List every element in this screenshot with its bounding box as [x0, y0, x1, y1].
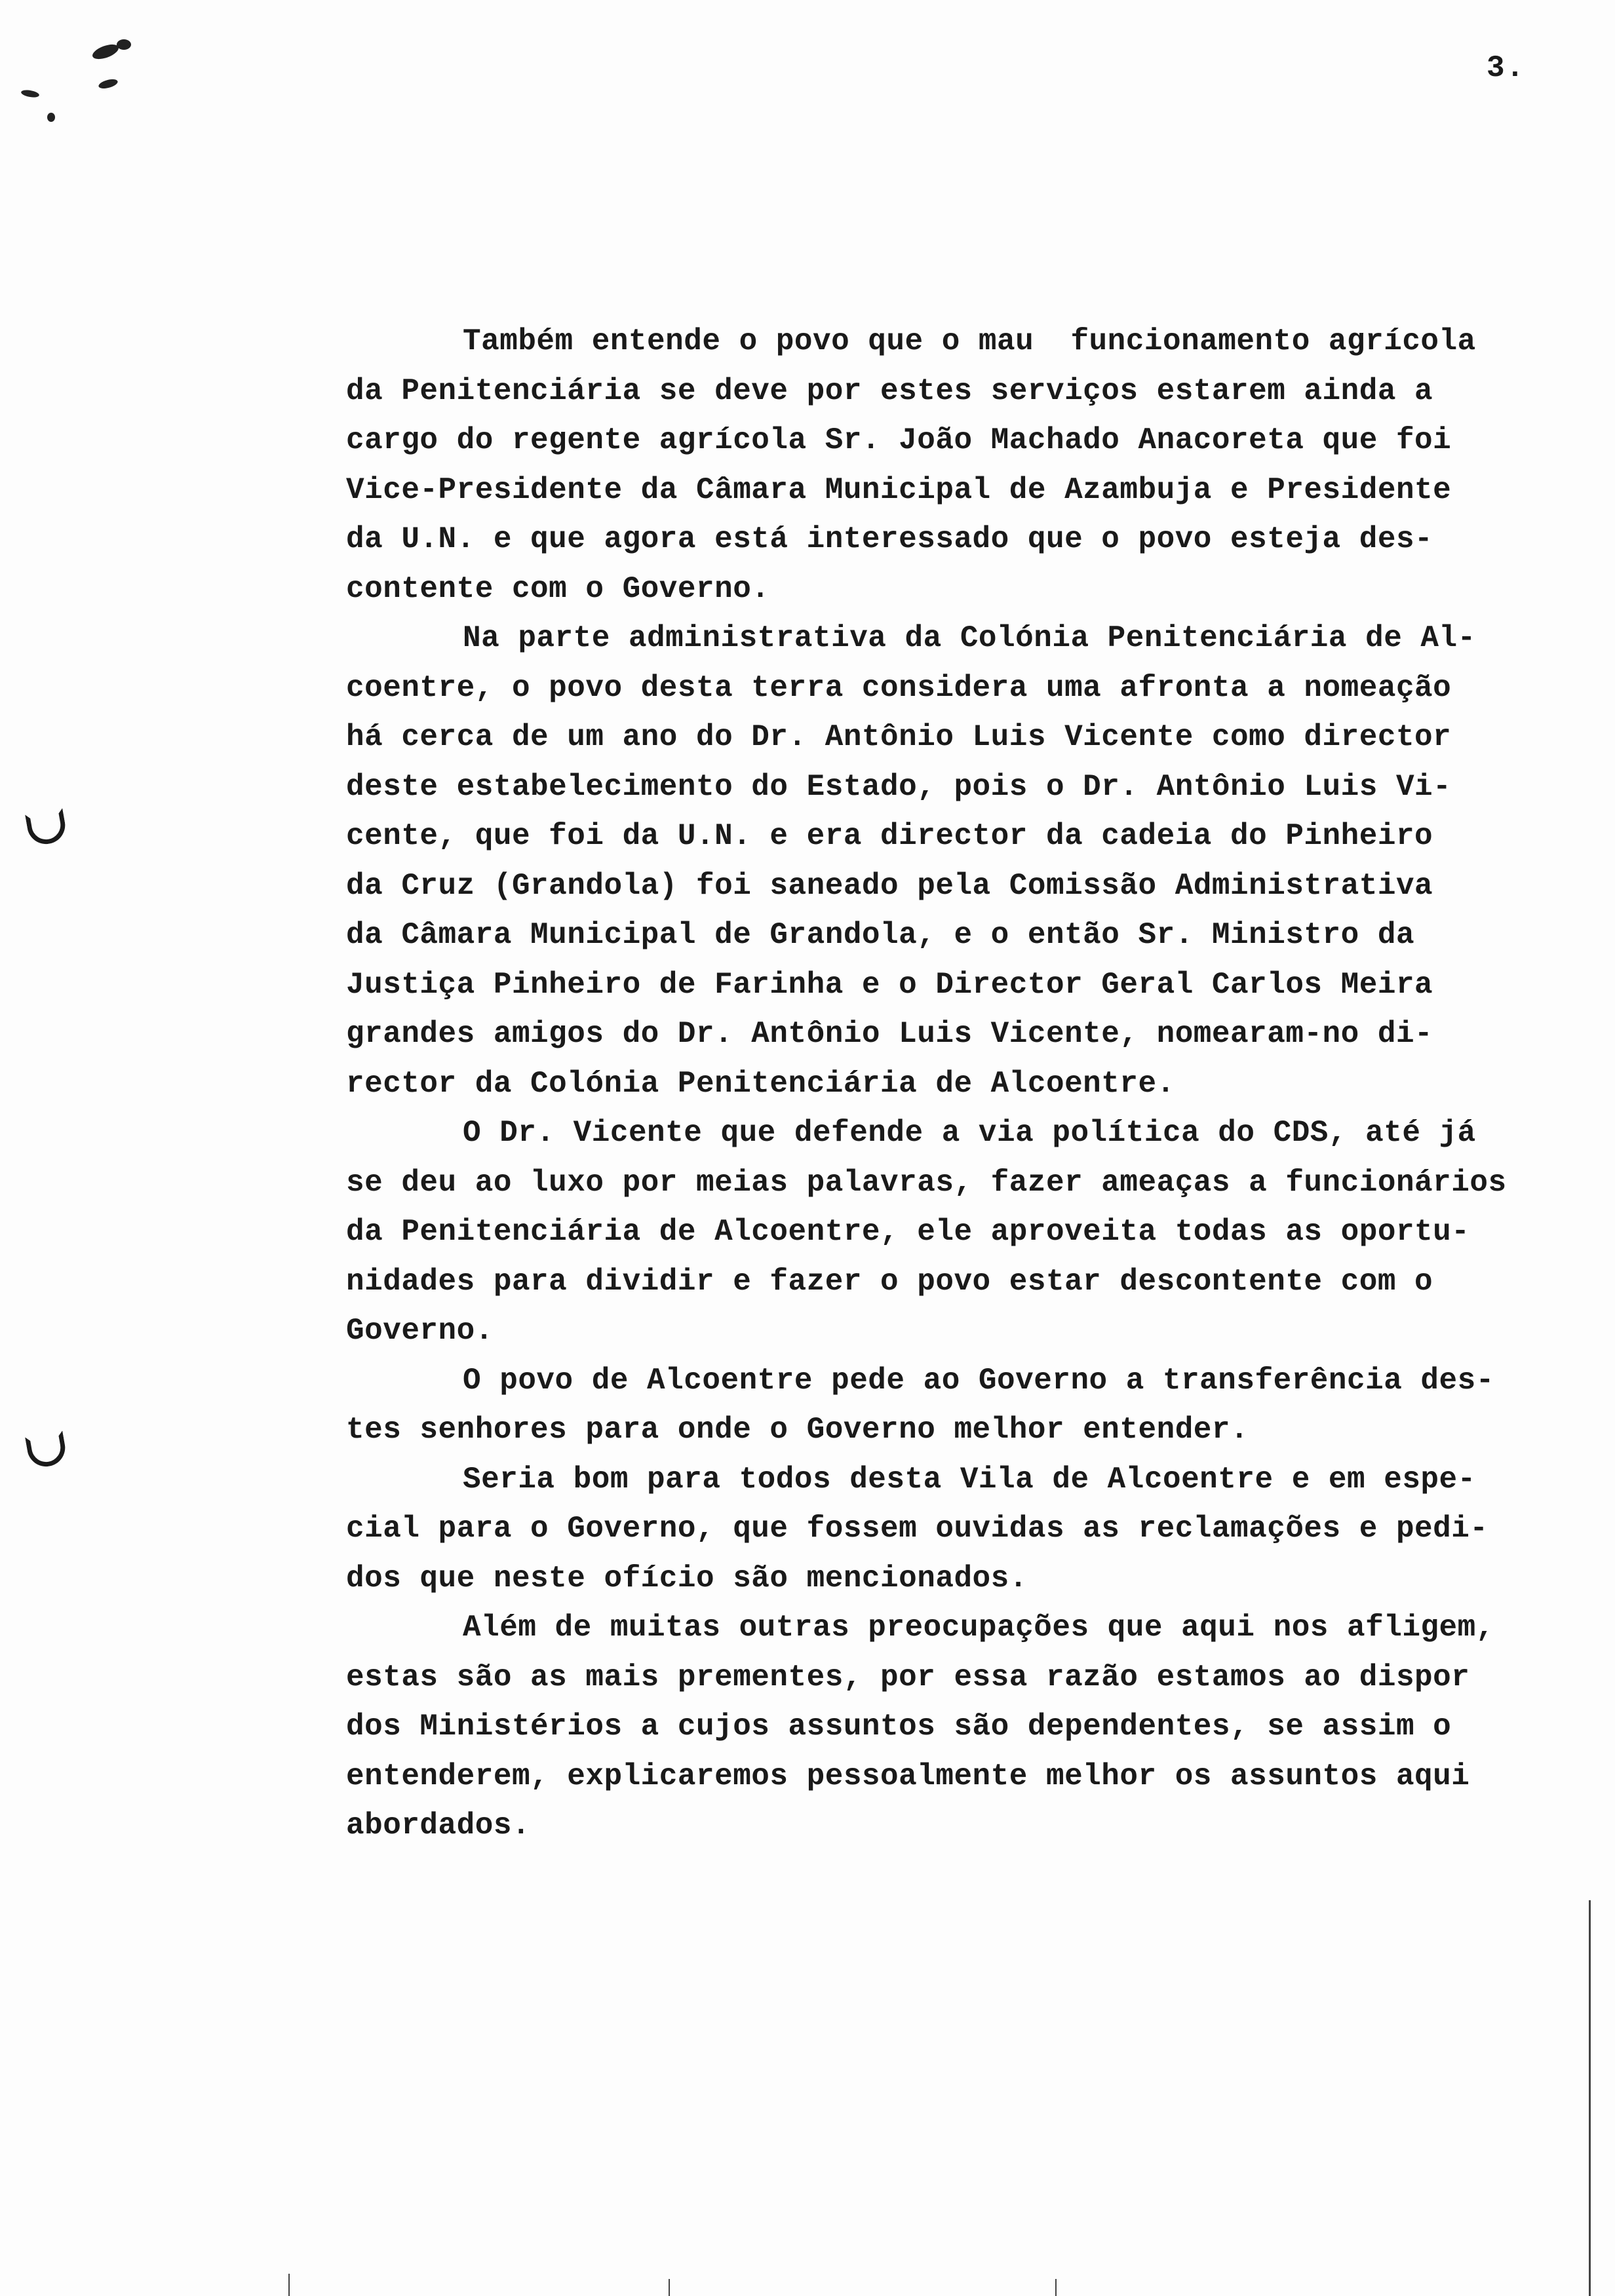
text-line: Também entende o povo que o mau funcionamento agrícola [463, 324, 1476, 358]
text-line: deste estabelecimento do Estado, pois o Dr. Antônio Luis Vi- [346, 769, 1452, 804]
letter-body [346, 317, 1565, 1851]
text-line: da Penitenciária de Alcoentre, ele aproveita todas as oportu- [346, 1215, 1470, 1249]
page-edge-mark [1055, 2279, 1057, 2296]
text-line: cente, que foi da U.N. e era director da cadeia do Pinheiro [346, 819, 1433, 853]
text-line: Vice-Presidente da Câmara Municipal de Azambuja e Presidente [346, 472, 1452, 507]
text-line: da U.N. e que agora está interessado que o povo esteja des- [346, 522, 1433, 556]
text-line: abordados. [346, 1808, 531, 1843]
ink-smudge [98, 77, 119, 90]
text-line: Além de muitas outras preocupações que aqui nos afligem, [463, 1611, 1494, 1645]
page-edge-line [1589, 1900, 1591, 2296]
text-line: contente com o Governo. [346, 571, 770, 606]
ink-smudge [90, 41, 121, 62]
text-line: O povo de Alcoentre pede ao Governo a transferência des- [463, 1363, 1494, 1398]
text-line: se deu ao luxo por meias palavras, fazer ameaças a funcionários [346, 1165, 1507, 1200]
text-line: grandes amigos do Dr. Antônio Luis Vicente, nomearam-no di- [346, 1017, 1433, 1051]
page-number: 3. [1487, 51, 1526, 85]
text-line: tes senhores para onde o Governo melhor entender. [346, 1413, 1249, 1447]
text-line: estas são as mais prementes, por essa razão estamos ao dispor [346, 1660, 1470, 1694]
ink-smudge [47, 113, 55, 122]
text-line: da Cruz (Grandola) foi saneado pela Comissão Administrativa [346, 868, 1433, 903]
ink-smudge [117, 39, 131, 50]
text-line: coentre, o povo desta terra considera uma afronta a nomeação [346, 670, 1452, 705]
punch-hole [25, 808, 68, 847]
text-line: Justiça Pinheiro de Farinha e o Director Geral Carlos Meira [346, 967, 1433, 1002]
text-line: nidades para dividir e fazer o povo estar descontente com o [346, 1264, 1433, 1299]
text-line: cial para o Governo, que fossem ouvidas as reclamações e pedi- [346, 1512, 1489, 1546]
text-line: entenderem, explicaremos pessoalmente melhor os assuntos aqui [346, 1759, 1470, 1793]
text-line: rector da Colónia Penitenciária de Alcoentre. [346, 1066, 1175, 1101]
text-line: dos Ministérios a cujos assuntos são dependentes, se assim o [346, 1710, 1452, 1744]
page-edge-mark [669, 2279, 670, 2296]
text-line: Seria bom para todos desta Vila de Alcoentre e em espe- [463, 1462, 1476, 1497]
text-line: Governo. [346, 1314, 494, 1348]
punch-hole [25, 1430, 68, 1469]
page-edge-mark [288, 2274, 290, 2296]
text-line: há cerca de um ano do Dr. Antônio Luis Vicente como director [346, 720, 1452, 754]
text-line: O Dr. Vicente que defende a via política do CDS, até já [463, 1116, 1476, 1150]
ink-smudge [20, 89, 39, 99]
text-line: Na parte administrativa da Colónia Penitenciária de Al- [463, 621, 1476, 655]
text-line: cargo do regente agrícola Sr. João Machado Anacoreta que foi [346, 423, 1452, 457]
text-line: da Penitenciária se deve por estes serviços estarem ainda a [346, 373, 1433, 408]
text-line: dos que neste ofício são mencionados. [346, 1561, 1028, 1596]
text-line: da Câmara Municipal de Grandola, e o então Sr. Ministro da [346, 918, 1415, 952]
